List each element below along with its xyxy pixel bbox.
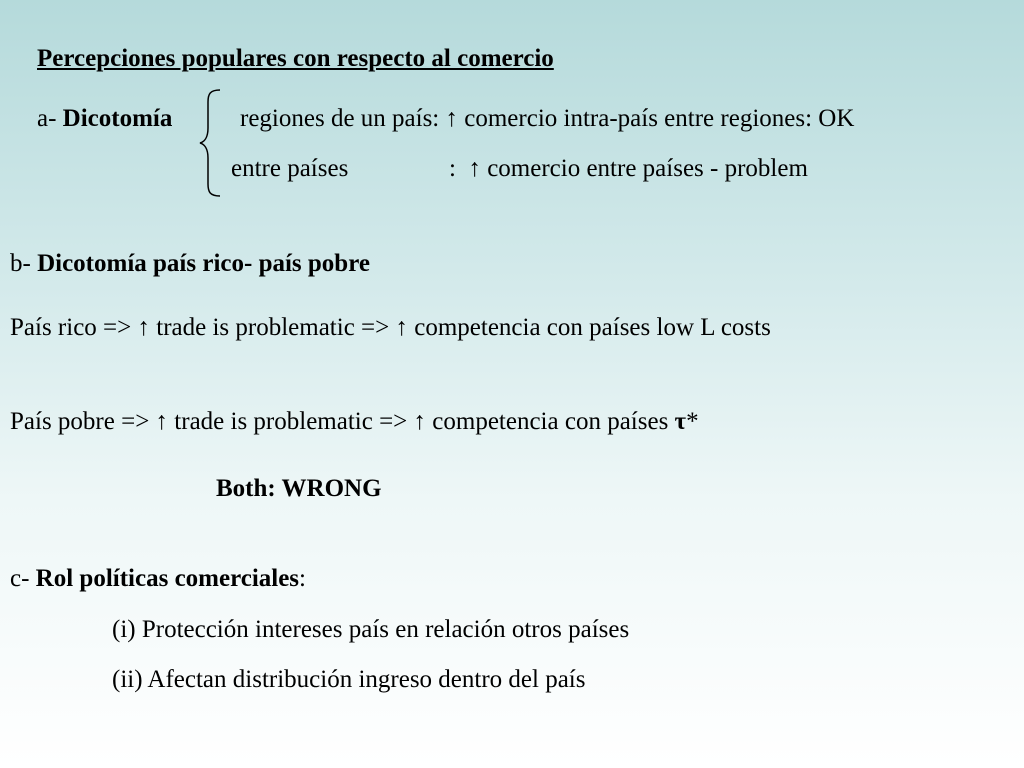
tau-symbol: τ xyxy=(674,408,687,435)
up-arrow-icon: ↑ xyxy=(155,408,169,435)
pais-pobre-line xyxy=(10,407,699,437)
dicotomia-line-countries xyxy=(231,154,348,184)
countries-label: entre países xyxy=(231,155,349,182)
section-b-heading xyxy=(10,249,370,279)
countries-trade-text: comercio entre países - problem xyxy=(487,155,808,182)
left-brace xyxy=(198,88,224,198)
up-arrow-icon: ↑ xyxy=(468,155,481,182)
slide-title: Percepciones populares con respecto al comercio xyxy=(37,45,554,72)
section-b-prefix: b- xyxy=(10,250,38,277)
regions-label: regiones de un país: xyxy=(240,105,440,132)
rico-part2: trade is problematic => xyxy=(156,314,390,341)
pobre-part3: competencia con países xyxy=(432,408,669,435)
up-arrow-icon: ↑ xyxy=(413,408,427,435)
section-a-label: Dicotomía xyxy=(62,105,173,132)
list-item-2: (ii) Afectan distribución ingreso dentro del país xyxy=(112,666,586,693)
pobre-part2: trade is problematic => xyxy=(174,408,408,435)
pobre-part1: País pobre => xyxy=(10,408,150,435)
section-c-prefix: c- xyxy=(10,565,36,592)
section-b-label: Dicotomía país rico- país pobre xyxy=(37,250,370,277)
up-arrow-icon: ↑ xyxy=(395,314,408,341)
both-wrong-text: Both: WRONG xyxy=(216,475,382,502)
tau-star: * xyxy=(686,408,699,435)
pais-rico-line xyxy=(10,313,771,343)
section-a-heading xyxy=(37,104,172,134)
section-c-heading xyxy=(10,564,306,594)
dicotomia-line-countries-right xyxy=(449,154,808,184)
rico-part1: País rico => xyxy=(10,314,132,341)
dicotomia-line-regions xyxy=(240,104,854,134)
regions-trade-text: comercio intra-país entre regiones: OK xyxy=(464,105,855,132)
list-item-1: (i) Protección intereses país en relación otros países xyxy=(112,616,630,643)
rico-part3: competencia con países low L costs xyxy=(414,314,771,341)
section-c-colon: : xyxy=(299,565,306,592)
countries-colon: : xyxy=(449,155,456,182)
section-c-label: Rol políticas comerciales xyxy=(35,565,300,592)
section-a-prefix: a- xyxy=(37,105,63,132)
up-arrow-icon: ↑ xyxy=(137,314,150,341)
up-arrow-icon: ↑ xyxy=(445,105,459,132)
